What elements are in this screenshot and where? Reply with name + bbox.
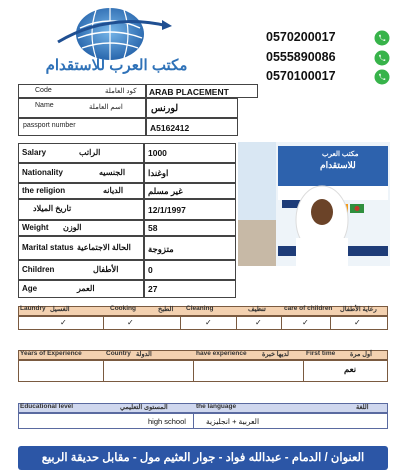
passport-label: passport number	[23, 122, 76, 129]
detail-value: غير مسلم	[148, 186, 183, 196]
detail-value: 1000	[148, 148, 167, 158]
detail-label-cell	[18, 199, 144, 220]
check-icon: ✓	[127, 318, 134, 327]
education-language-label-ar: اللغة	[356, 404, 369, 411]
experience-country-label: Country	[106, 350, 131, 357]
passport-value: A5162412	[150, 123, 190, 133]
worker-photo	[238, 142, 390, 266]
check-icon: ✓	[354, 318, 361, 327]
name-value-cell	[146, 98, 238, 118]
skill-header-en: Cleaning	[186, 305, 214, 312]
passport-value-cell	[146, 118, 238, 136]
experience-have-label: have experience	[196, 350, 247, 357]
detail-label-cell	[18, 236, 144, 260]
name-value: لورنس	[151, 103, 179, 114]
skill-header-en: care of children	[284, 305, 333, 312]
detail-value: اوغندا	[148, 168, 169, 178]
code-label-cell	[18, 84, 146, 98]
code-value: ARAB PLACEMENT	[149, 87, 229, 97]
cell-divider	[236, 316, 237, 330]
experience-first-value: نعم	[344, 364, 357, 374]
detail-label-en: Weight	[22, 223, 49, 232]
name-label-cell	[18, 98, 146, 118]
cell-divider	[180, 316, 181, 330]
detail-label-ar: الجنسيه	[99, 168, 126, 177]
skill-header-ar: رعاية الأطفال	[340, 306, 377, 313]
phone-row-2	[266, 50, 406, 68]
phone-row-1	[266, 30, 406, 48]
detail-value-cell	[144, 143, 236, 163]
detail-value-cell	[144, 163, 236, 183]
phone-number[interactable]: 0570200017	[266, 30, 336, 44]
skill-header-ar: تنظيف	[248, 306, 266, 313]
check-icon: ✓	[302, 318, 309, 327]
skill-header-ar: الطبخ	[158, 306, 174, 313]
education-language-label: the language	[196, 403, 237, 410]
detail-label-cell	[18, 280, 144, 298]
cell-divider	[193, 413, 194, 429]
education-level-value: high school	[148, 417, 186, 426]
cell-divider	[330, 316, 331, 330]
detail-label-en: Children	[22, 265, 55, 274]
detail-value-cell	[144, 183, 236, 199]
detail-label-en: the religion	[22, 186, 66, 195]
whatsapp-icon[interactable]	[374, 50, 390, 66]
experience-first-label-ar: أول مرة	[350, 351, 372, 358]
name-label: Name	[35, 102, 54, 109]
detail-label-cell	[18, 143, 144, 163]
education-row	[18, 413, 388, 429]
detail-value: 27	[148, 284, 158, 294]
detail-value: 58	[148, 223, 158, 233]
detail-value-cell	[144, 280, 236, 298]
logo-text: مكتب العرب للاستقدام	[45, 57, 188, 74]
detail-value: 0	[148, 265, 153, 275]
detail-label-ar: العمر	[77, 284, 95, 293]
detail-value-cell	[144, 199, 236, 220]
detail-label-ar: الديانه	[103, 186, 124, 195]
photo-poster-text: للاستقدام	[320, 160, 356, 170]
check-icon: ✓	[255, 318, 262, 327]
cell-divider	[103, 316, 104, 330]
skill-header-ar: الغسيل	[50, 306, 70, 313]
detail-label-en: Marital status	[22, 243, 74, 252]
passport-label-cell	[18, 118, 146, 136]
whatsapp-icon[interactable]	[374, 69, 390, 85]
education-level-label: Educational level	[20, 403, 74, 410]
experience-row	[18, 360, 388, 382]
detail-value: 12/1/1997	[148, 205, 186, 215]
code-value-cell	[146, 84, 258, 98]
check-icon: ✓	[60, 318, 67, 327]
detail-label-en: Nationality	[22, 168, 63, 177]
detail-value-cell	[144, 260, 236, 280]
education-level-label-ar: المستوى التعليمي	[120, 404, 168, 411]
skill-header-en: Cooking	[110, 305, 136, 312]
office-logo-globe	[18, 6, 218, 86]
experience-country-label-ar: الدولة	[136, 351, 152, 358]
cell-divider	[103, 360, 104, 382]
detail-value-cell	[144, 220, 236, 236]
detail-label-cell	[18, 220, 144, 236]
detail-label-en: Age	[22, 284, 38, 293]
photo-poster-text: مكتب العرب	[322, 151, 359, 158]
skills-row	[18, 316, 388, 330]
detail-label-cell	[18, 163, 144, 183]
detail-label-ar: الراتب	[79, 148, 101, 157]
experience-first-label: First time	[306, 350, 336, 357]
skill-header-en: Laundry	[20, 305, 46, 312]
detail-label-ar: تاريخ الميلاد	[33, 204, 72, 213]
experience-have-label-ar: لديها خبرة	[262, 351, 289, 358]
check-icon: ✓	[205, 318, 212, 327]
detail-label-ar: الحالة الاجتماعية	[77, 243, 131, 252]
detail-value-cell	[144, 236, 236, 260]
cell-divider	[281, 316, 282, 330]
name-label-ar: اسم العاملة	[89, 104, 123, 111]
phone-number[interactable]: 0555890086	[266, 50, 336, 64]
experience-years-label: Years of Experience	[20, 350, 82, 357]
detail-label-cell	[18, 260, 144, 280]
whatsapp-icon[interactable]	[374, 30, 390, 46]
detail-value: متزوجة	[148, 244, 174, 254]
phone-number[interactable]: 0570100017	[266, 69, 336, 83]
cell-divider	[193, 360, 194, 382]
cell-divider	[303, 360, 304, 382]
code-label-ar: كود العاملة	[105, 88, 137, 95]
detail-label-ar: الأطفال	[93, 265, 119, 274]
phone-row-3	[266, 69, 406, 87]
address-text: العنوان / الدمام - عبدالله فواد - جوار العثيم مول - مقابل حديقة الربيع	[41, 452, 365, 464]
detail-label-en: Salary	[22, 148, 47, 157]
code-label: Code	[35, 87, 52, 94]
detail-label-ar: الوزن	[63, 223, 82, 232]
detail-label-cell	[18, 183, 144, 199]
education-language-value: العربية + انجليزية	[206, 417, 260, 426]
